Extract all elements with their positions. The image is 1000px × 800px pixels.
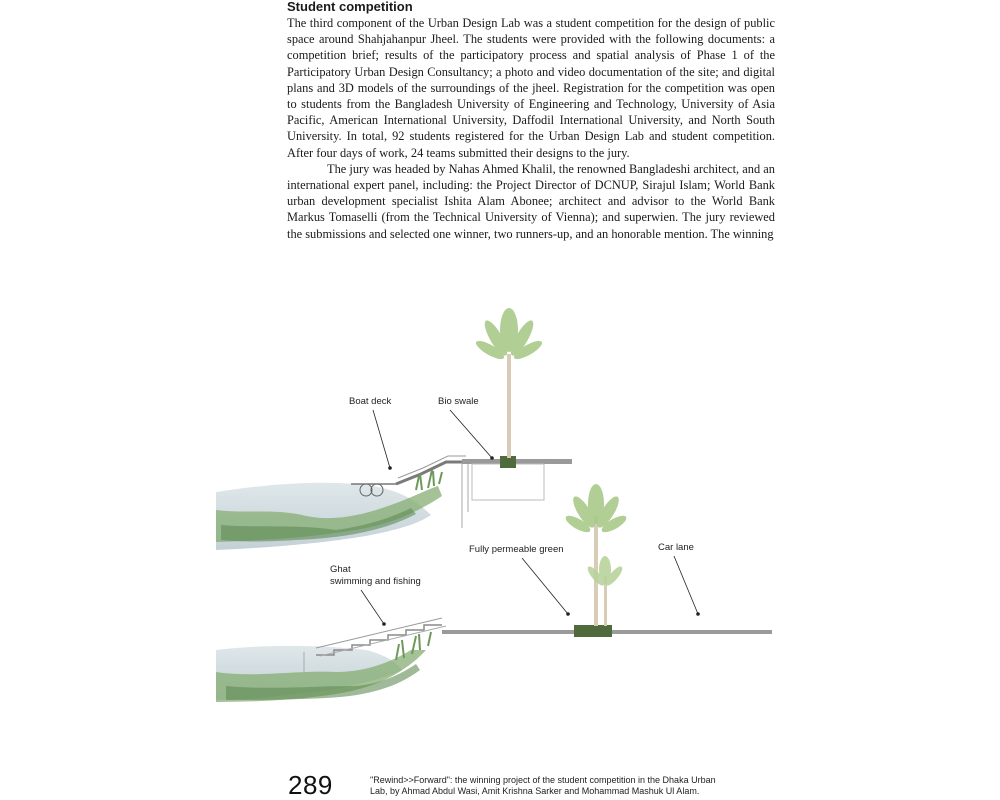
section-heading: Student competition <box>287 0 413 14</box>
leader-car-lane <box>674 556 698 614</box>
section-drawing-figure <box>216 300 776 755</box>
label-bio-swale: Bio swale <box>438 396 479 407</box>
label-ghat: Ghat <box>330 564 351 575</box>
caption-line-2: Lab, by Ahmad Abdul Wasi, Amit Krishna Sarker and Mohammad Mashuk Ul Alam. <box>370 786 700 796</box>
label-car-lane: Car lane <box>658 542 694 553</box>
figure-caption <box>370 775 780 797</box>
page-number: 289 <box>288 770 333 800</box>
paragraph-2: The jury was headed by Nahas Ahmed Khalil, the renowned Bangladeshi architect, and an international expert panel, including: the Project Director of DCNUP, Sirajul Islam; World Bank urban development specialist Ishita Alam Abonee; architect and advisor to the World Bank Markus Tomaselli (from the Technical University of Vienna); and superwien. The jury reviewed the submissions and selected one winner, two runners-up, and an honorable mention. The winning <box>287 161 775 241</box>
permeable-green-planter <box>574 625 612 637</box>
leader-dot <box>566 612 570 616</box>
lower-small-palm-crown <box>585 556 625 588</box>
leader-ghat <box>361 590 384 624</box>
leader-dot <box>382 622 386 626</box>
upper-promenade <box>462 459 572 464</box>
label-fully-permeable-green: Fully permeable green <box>469 544 564 555</box>
upper-section <box>216 308 572 550</box>
waterfront-section-drawing <box>216 300 776 755</box>
label-boat-deck: Boat deck <box>349 396 392 407</box>
caption-line-1: "Rewind>>Forward": the winning project of the student competition in the Dhaka Urban <box>370 775 716 785</box>
upper-ramp-rail <box>398 456 466 478</box>
leader-dot <box>388 466 392 470</box>
leader-permeable-green <box>522 558 568 614</box>
leader-dot <box>696 612 700 616</box>
leader-dot <box>490 456 494 460</box>
leader-bio-swale <box>450 410 492 458</box>
body-text <box>287 15 775 242</box>
ghat-rail <box>316 618 442 648</box>
upper-promenade-underside <box>472 464 544 500</box>
label-ghat-activity: swimming and fishing <box>330 576 421 587</box>
upper-palm-trunk <box>507 354 511 458</box>
ghat-rail <box>320 626 446 656</box>
paragraph-1: The third component of the Urban Design Lab was a student competition for the design of public space around Shahjahanpur Jheel. The students were provided with the following documents: a competition brief; results of the participatory process and spatial analysis of Phase 1 of the Participatory Urban Design Consultancy; a photo and video documentation of the site; and digital plans and 3D models of the surroundings of the jheel. Registration for the competition was open to students from the Bangladesh University of Engineering and Technology, University of Asia Pacific, American International University, Daffodil International University, and North South University. In total, 92 students registered for the Urban Design Lab and student competition. After four days of work, 24 teams submitted their designs to the jury. <box>287 16 775 160</box>
leader-boat-deck <box>373 410 390 468</box>
